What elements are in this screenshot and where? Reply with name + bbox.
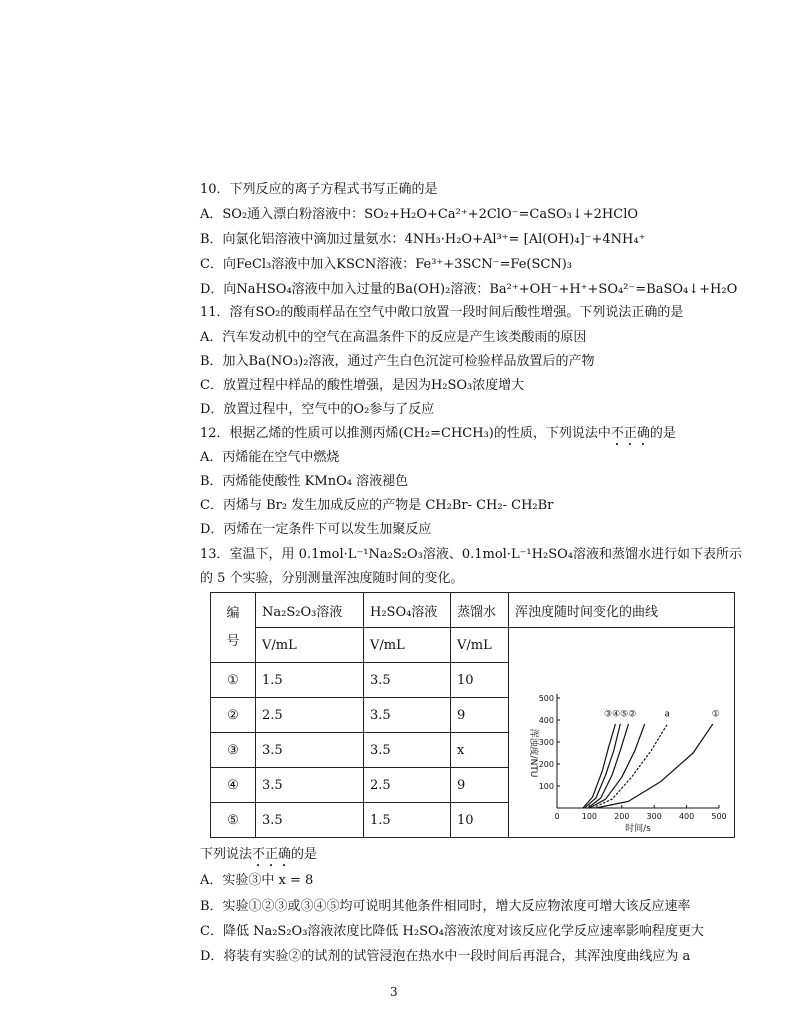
chart-cell [509,628,735,838]
y-tick-label: 300 [538,738,554,747]
row-3-number: ③ [211,733,256,768]
q12-stem-post: 的是 [649,426,676,441]
q11-option-d: D．放置过程中，空气中的O₂参与了反应 [200,402,435,417]
x-tick-label: 0 [554,812,560,821]
q11-option-b: B．加入Ba(NO₃)₂溶液，通过产生白色沉淀可检验样品放置后的产物 [200,354,595,369]
q12-option-c: C．丙烯与 Br₂ 发生加成反应的产物是 CH₂Br- CH₂- CH₂Br [200,498,554,513]
header-curve: 浑浊度随时间变化的曲线 [509,593,735,628]
y-tick-label: 200 [538,760,554,769]
q13-after-stem [200,846,317,870]
q10-option-b: B．向氯化铝溶液中滴加过量氨水：4NH₃·H₂O+Al³⁺= [Al(OH)₄]⁻+4NH₄⁺ [200,232,646,247]
header-number-2: 号 [226,633,240,649]
unit-na2s2o3: V/mL [256,628,364,663]
row-4-water: 9 [451,768,509,803]
x-tick-label: 300 [646,812,662,821]
q13-option-a: A．实验③中 x = 8 [200,873,314,888]
row-1-h2so4: 3.5 [364,663,451,698]
q10-stem: 10．下列反应的离子方程式书写正确的是 [200,182,438,197]
q13-after-pre: 下列说法 [200,847,253,862]
row-5-water: 10 [451,803,509,838]
header-water: 蒸馏水 [451,593,509,628]
curve-③ [583,724,615,808]
q13-option-b: B．实验①②③或③④⑤均可说明其他条件相同时，增大反应物浓度可增大该反应速率 [200,899,691,914]
q10-option-a: A．SO₂通入漂白粉溶液中：SO₂+H₂O+Ca²⁺+2ClO⁻=CaSO₃↓+2HClO [200,207,639,222]
unit-water: V/mL [451,628,509,663]
q13-option-c: C．降低 Na₂S₂O₃溶液浓度比降低 H₂SO₄溶液浓度对该反应化学反应速率影响程度更大 [200,924,704,939]
q12-stem [200,425,676,449]
row-2-h2so4: 3.5 [364,698,451,733]
header-number-1: 编 [226,605,240,621]
q12-stem-emphasis: 不正确 [610,426,650,441]
q11-option-a: A．汽车发动机中的空气在高温条件下的反应是产生该类酸雨的原因 [200,330,587,345]
row-1-water: 10 [451,663,509,698]
row-5-na2s2o3: 3.5 [256,803,364,838]
row-1-na2s2o3: 1.5 [256,663,364,698]
unit-h2so4: V/mL [364,628,451,663]
q13-stem-line2: 的 5 个实验，分别测量浑浊度随时间的变化。 [200,571,464,586]
q12-option-a: A．丙烯能在空气中燃烧 [200,450,340,465]
y-tick-label: 500 [538,694,554,703]
q13-option-d: D．将装有实验②的试剂的试管浸泡在热水中一段时间后再混合，其浑浊度曲线应为 a [200,949,691,964]
row-4-number: ④ [211,768,256,803]
header-h2so4: H₂SO₄溶液 [364,593,451,628]
turbidity-chart [509,628,734,833]
q12-stem-pre: 12．根据乙烯的性质可以推测丙烯(CH₂=CHCH₃)的性质，下列说法中 [200,426,611,441]
y-tick-label: 400 [538,716,554,725]
x-axis-label: 时间/s [625,824,651,833]
q10-option-d: D．向NaHSO₄溶液中加入过量的Ba(OH)₂溶液：Ba²⁺+OH⁻+H⁺+SO₄²⁻=BaSO₄↓+H₂O [200,282,738,297]
q12-option-b: B．丙烯能使酸性 KMnO₄ 溶液褪色 [200,474,409,489]
header-na2s2o3: Na₂S₂O₃溶液 [256,593,364,628]
y-axis-label: 浑浊度/NTU [528,728,538,778]
x-tick-label: 500 [711,812,727,821]
curve-① [596,724,713,808]
q13-after-emphasis: 不正确 [252,847,292,862]
row-2-number: ② [211,698,256,733]
row-4-na2s2o3: 3.5 [256,768,364,803]
row-5-number: ⑤ [211,803,256,838]
header-number [211,593,256,663]
row-5-h2so4: 1.5 [364,803,451,838]
q13-stem-line1: 13．室温下，用 0.1mol·L⁻¹Na₂S₂O₃溶液、0.1mol·L⁻¹H₂SO₄溶液和蒸馏水进行如下表所示 [200,547,742,562]
row-2-na2s2o3: 2.5 [256,698,364,733]
row-3-water: x [451,733,509,768]
curve-label-group: ③④⑤② [604,709,637,720]
x-tick-label: 400 [678,812,695,821]
row-1-number: ① [211,663,256,698]
row-3-h2so4: 3.5 [364,733,451,768]
x-tick-label: 100 [581,812,598,821]
curve-label-a: a [664,709,670,720]
q11-stem: 11．溶有SO₂的酸雨样品在空气中敞口放置一段时间后酸性增强。下列说法正确的是 [200,305,684,320]
table-unit-row [211,628,735,663]
row-2-water: 9 [451,698,509,733]
row-4-h2so4: 2.5 [364,768,451,803]
curve-label-1: ① [711,709,720,720]
page-number: 3 [390,985,398,999]
x-tick-label: 200 [614,812,630,821]
table-header-row [211,593,735,628]
q13-after-post: 的是 [291,847,318,862]
y-tick-label: 100 [538,782,554,791]
row-3-na2s2o3: 3.5 [256,733,364,768]
q12-option-d: D．丙烯在一定条件下可以发生加聚反应 [200,522,432,537]
experiment-table [210,592,735,838]
q10-option-c: C．向FeCl₃溶液中加入KSCN溶液：Fe³⁺+3SCN⁻=Fe(SCN)₃ [200,257,573,272]
q11-option-c: C．放置过程中样品的酸性增强，是因为H₂SO₃浓度增大 [200,378,525,393]
